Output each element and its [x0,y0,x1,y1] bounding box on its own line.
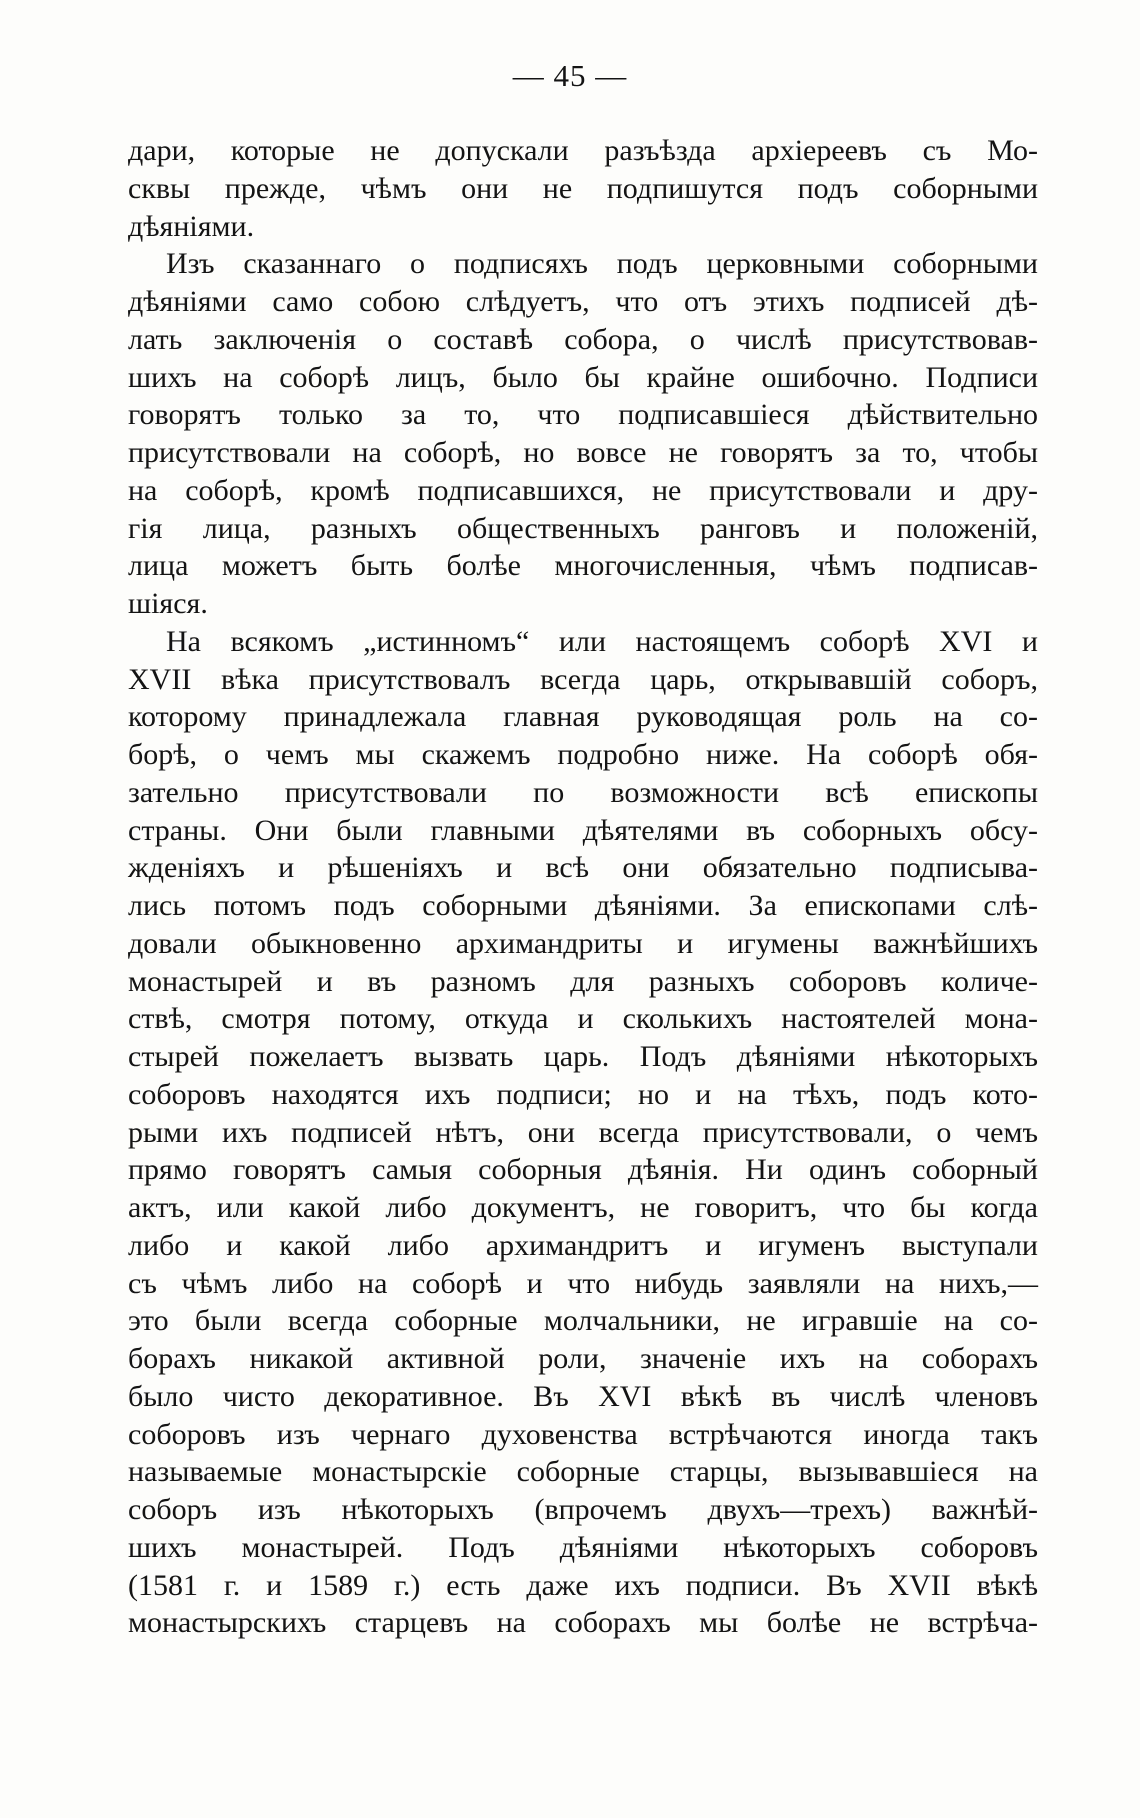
text-line: гія лица, разныхъ общественныхъ ранговъ и положеній, [128,511,1038,545]
text-line: дѣяніями само собою слѣдуетъ, что отъ этихъ подписей дѣ- [128,285,1038,318]
text-line: дѣяніями. [128,209,255,243]
text-line: было чисто декоративное. Въ XVI вѣкѣ въ числѣ членовъ [128,1379,1038,1413]
text-line: соборъ изъ нѣкоторыхъ (впрочемъ двухъ—трехъ) важнѣй- [128,1493,1038,1526]
text-line: борѣ, о чемъ мы скажемъ подробно ниже. На соборѣ обя- [128,738,1038,771]
text-line: шіяся. [128,587,208,620]
text-line: соборовъ находятся ихъ подписи; но и на тѣхъ, подъ кото- [128,1077,1038,1111]
text-line: говорятъ только за то, что подписавшіеся дѣйствительно [128,398,1038,432]
text-line: на соборѣ, кромѣ подписавшихся, не присутствовали и дру- [128,473,1038,507]
text-line: присутствовали на соборѣ, но вовсе не говорятъ за то, чтобы [128,436,1038,469]
text-line: шихъ на соборѣ лицъ, было бы крайне ошибочно. Подписи [128,360,1038,394]
text-line: которому принадлежала главная руководящая роль на со- [128,700,1038,734]
text-line: XVII вѣка присутствовалъ всегда царь, открывавшій соборъ, [128,662,1038,696]
text-line: жденіяхъ и рѣшеніяхъ и всѣ они обязательно подписыва- [128,851,1038,885]
text-line: стырей пожелаетъ вызвать царь. Подъ дѣяніями нѣкоторыхъ [128,1040,1038,1073]
text-line: лать заключенія о составѣ собора, о числѣ присутствовав- [128,322,1038,356]
text-line: прямо говорятъ самыя соборныя дѣянія. Ни одинъ соборный [128,1153,1038,1187]
text-line: сквы прежде, чѣмъ они не подпишутся подъ соборными [128,171,1038,205]
text-line: (1581 г. и 1589 г.) есть даже ихъ подписи. Въ XVII вѣкѣ [128,1568,1038,1602]
text-line: довали обыкновенно архимандриты и игумены важнѣйшихъ [128,926,1038,960]
text-line: монастырей и въ разномъ для разныхъ соборовъ количе- [128,964,1038,998]
text-line: монастырскихъ старцевъ на соборахъ мы болѣе не встрѣча- [128,1606,1038,1640]
text-line: страны. Они были главными дѣятелями въ соборныхъ обсу- [128,813,1038,847]
page-number: — 45 — [512,58,628,93]
paragraph-first-line: Изъ сказаннаго о подписяхъ подъ церковными соборными [166,247,1038,281]
body-text [128,132,1038,1642]
text-line: шихъ монастырей. Подъ дѣяніями нѣкоторыхъ соборовъ [128,1530,1038,1564]
text-line: либо и какой либо архимандритъ и игуменъ выступали [128,1228,1038,1262]
text-line: борахъ никакой активной роли, значеніе ихъ на соборахъ [128,1342,1038,1375]
text-line: рыми ихъ подписей нѣтъ, они всегда присутствовали, о чемъ [128,1115,1038,1149]
paragraph-first-line: На всякомъ „истинномъ“ или настоящемъ соборѣ XVI и [166,624,1038,658]
text-line: это были всегда соборные молчальники, не игравшіе на со- [128,1304,1038,1338]
text-line: ствѣ, смотря потому, откуда и сколькихъ настоятелей мона- [128,1002,1038,1036]
text-line: дари, которые не допускали разъѣзда архіереевъ съ Мо- [128,134,1038,167]
text-line: съ чѣмъ либо на соборѣ и что нибудь заявляли на нихъ,— [128,1266,1038,1300]
text-line: лись потомъ подъ соборными дѣяніями. За епископами слѣ- [128,889,1038,922]
text-line: актъ, или какой либо документъ, не говоритъ, что бы когда [128,1191,1038,1224]
text-line: соборовъ изъ чернаго духовенства встрѣчаются иногда такъ [128,1417,1038,1451]
text-line: лица можетъ быть болѣе многочисленныя, чѣмъ подписав- [128,549,1038,583]
text-line: называемые монастырскіе соборные старцы, вызывавшіеся на [128,1455,1038,1489]
text-line: зательно присутствовали по возможности всѣ епископы [128,775,1038,809]
